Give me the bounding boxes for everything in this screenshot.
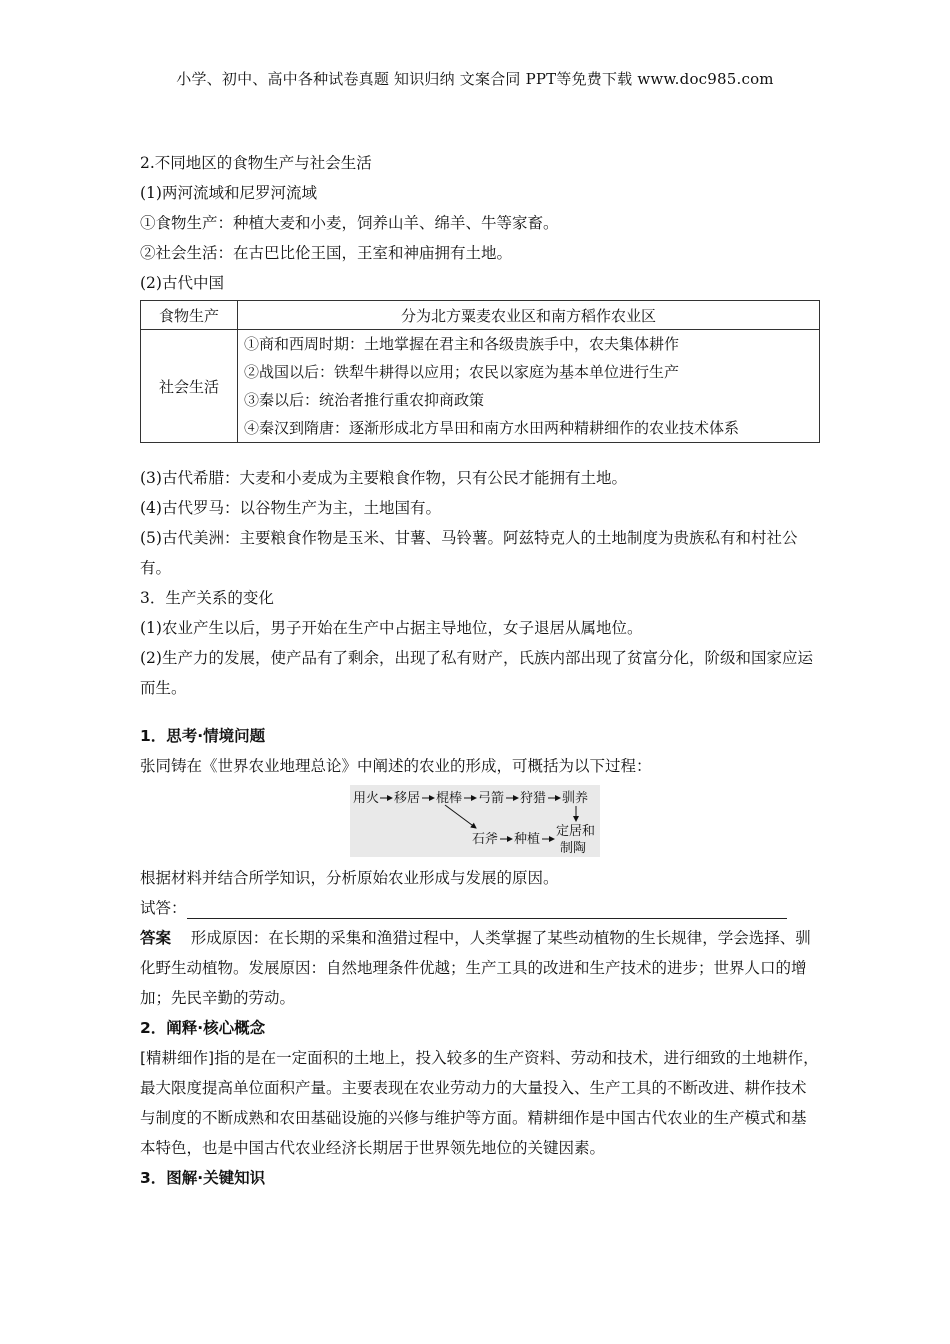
- table-label-social-life: 社会生活: [141, 330, 238, 443]
- flow-node-stone-axe: 石斧: [472, 832, 499, 847]
- social-life-item: ①商和西周时期：土地掌握在君主和各级贵族手中，农夫集体耕作: [244, 335, 680, 353]
- page-content: [140, 148, 820, 1193]
- flow-arrow: [445, 805, 476, 828]
- table-value-social-life: [238, 330, 820, 443]
- table-row-food-production: [141, 301, 820, 330]
- subsection-mesopotamia-nile: (1)两河流域和尼罗河流域: [140, 184, 317, 202]
- flow-node-plant: 种植: [514, 832, 541, 847]
- table-row-social-life: [141, 330, 820, 443]
- think-title: 1．思考·情境问题: [140, 727, 266, 745]
- flow-node-domesticate: 驯养: [562, 791, 589, 806]
- relations-item-2: (2)生产力的发展，使产品有了剩余，出现了私有财产，氏族内部出现了贫富分化，阶级和国家应运而生。: [140, 649, 813, 697]
- table-label-food-production: 食物生产: [141, 301, 238, 330]
- flow-node-club: 棍棒: [436, 791, 463, 806]
- flow-node-fire: 用火: [353, 791, 380, 806]
- answer-label: 答案: [140, 929, 172, 947]
- social-life-item: ③秦以后：统治者推行重农抑商政策: [244, 391, 485, 409]
- relations-item-1: (1)农业产生以后，男子开始在生产中占据主导地位，女子退居从属地位。: [140, 619, 643, 637]
- flow-node-migrate: 移居: [394, 791, 421, 806]
- concept-text: [精耕细作]指的是在一定面积的土地上，投入较多的生产资料、劳动和技术，进行细致的土地耕作，最大限度提高单位面积产量。主要表现在农业劳动力的大量投入、生产工具的不断改进、耕作技术与制度的不断成熟和农田基础设施的兴修与维护等方面。精耕细作是中国古代农业的生产模式和基本特色，也是中国古代农业经济长期居于世界领先地位的关键因素。: [140, 1049, 819, 1157]
- answer-text: 形成原因：在长期的采集和渔猎过程中，人类掌握了某些动植物的生长规律，学会选择、驯化野生动植物。发展原因：自然地理条件优越；生产工具的改进和生产技术的进步；世界人口的增加；先民辛勤的劳动。: [140, 929, 811, 1007]
- try-answer-row: [140, 893, 820, 923]
- social-life-item: ②战国以后：铁犁牛耕得以应用；农民以家庭为基本单位进行生产: [244, 363, 680, 381]
- mesopotamia-food-production: ①食物生产：种植大麦和小麦，饲养山羊、绵羊、牛等家畜。: [140, 214, 559, 232]
- flow-node-hunt: 狩猎: [520, 791, 547, 806]
- section-2-title: 2.不同地区的食物生产与社会生活: [140, 154, 372, 172]
- ancient-americas: (5)古代美洲：主要粮食作物是玉米、甘薯、马铃薯。阿兹特克人的土地制度为贵族私有和村社公有。: [140, 529, 798, 577]
- ancient-greece: (3)古代希腊：大麦和小麦成为主要粮食作物，只有公民才能拥有土地。: [140, 469, 627, 487]
- subsection-ancient-china: (2)古代中国: [140, 274, 224, 292]
- flow-node-settle: 定居和: [556, 824, 596, 839]
- agriculture-flow-diagram: [350, 785, 600, 857]
- answer-paragraph: [140, 923, 820, 1013]
- diagram-title: 3．图解·关键知识: [140, 1169, 266, 1187]
- mesopotamia-social-life: ②社会生活：在古巴比伦王国，王室和神庙拥有土地。: [140, 244, 513, 262]
- ancient-china-table: [140, 300, 820, 443]
- section-3-title: 3．生产关系的变化: [140, 589, 274, 607]
- answer-blank-line[interactable]: [187, 900, 787, 919]
- try-answer-label: 试答：: [140, 899, 187, 917]
- page-header-banner: 小学、初中、高中各种试卷真题 知识归纳 文案合同 PPT等免费下载 www.doc985.com: [176, 70, 774, 88]
- flow-node-pottery: 制陶: [560, 841, 587, 856]
- think-intro: 张同铸在《世界农业地理总论》中阐述的农业的形成，可概括为以下过程：: [140, 757, 652, 775]
- concept-title: 2．阐释·核心概念: [140, 1019, 266, 1037]
- social-life-item: ④秦汉到隋唐：逐渐形成北方旱田和南方水田两种精耕细作的农业技术体系: [244, 419, 740, 437]
- think-question: 根据材料并结合所学知识，分析原始农业形成与发展的原因。: [140, 869, 559, 887]
- table-value-food-production: 分为北方粟麦农业区和南方稻作农业区: [238, 301, 820, 330]
- ancient-rome: (4)古代罗马：以谷物生产为主，土地国有。: [140, 499, 441, 517]
- flow-node-bow: 弓箭: [478, 791, 505, 806]
